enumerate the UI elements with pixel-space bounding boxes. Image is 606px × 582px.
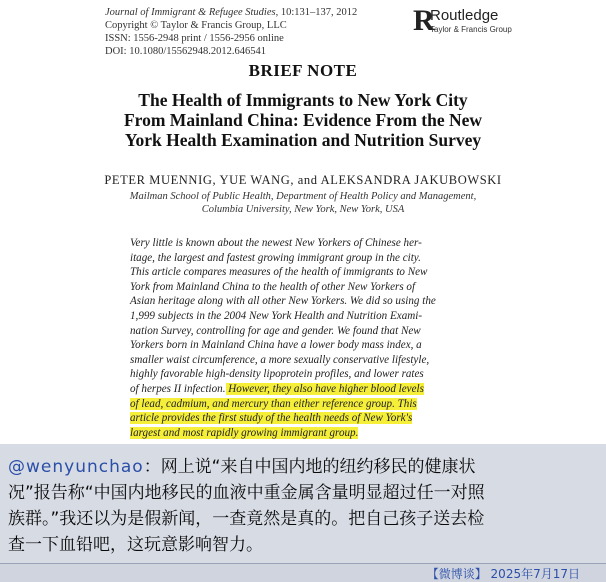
- comment-line: 查一下血铅吧，这玩意影响智力。: [8, 535, 263, 555]
- publisher-subtitle: Taylor & Francis Group: [430, 25, 512, 34]
- section-label: BRIEF NOTE: [248, 61, 358, 80]
- title-line: From Mainland China: Evidence From the New: [123, 110, 483, 130]
- abstract-line: 1,999 subjects in the 2004 New York Health and Nutrition Exami-: [130, 309, 423, 322]
- abstract-line: This article compares measures of the health of immigrants to New: [130, 266, 428, 279]
- affiliation-line: Mailman School of Public Health, Department of Health Policy and Management,: [129, 191, 477, 202]
- highlighted-text: of lead, cadmium, and mercury than either reference group. This: [130, 397, 417, 410]
- title-line: York Health Examination and Nutrition Survey: [124, 130, 482, 150]
- author-affiliation: [0, 190, 606, 216]
- title-line: The Health of Immigrants to New York City: [138, 90, 468, 110]
- journal-issn: ISSN: 1556-2948 print / 1556-2956 online: [105, 33, 284, 44]
- publisher-logo: [413, 4, 523, 39]
- comment-line: 况”报告称“中国内地移民的血液中重金属含量明显超过任一对照: [8, 483, 485, 503]
- abstract-line: smaller waist circumference, a more sexually conservative lifestyle,: [130, 353, 430, 366]
- handle-separator: ：: [143, 457, 161, 477]
- routledge-logo-icon: R: [413, 4, 435, 37]
- highlighted-text: article provides the first study of the health needs of New York's: [130, 412, 413, 425]
- source-footer: [0, 563, 606, 582]
- abstract-line: highly favorable high-density lipoprotein profiles, and lower rates: [130, 368, 424, 381]
- journal-volume-pages: , 10:131–137, 2012: [275, 7, 358, 18]
- comment-line: [8, 454, 600, 480]
- comment-line-text: 网上说“来自中国内地的纽约移民的健康状: [160, 457, 476, 477]
- article-title: [80, 90, 526, 150]
- highlighted-text: However, they also have higher blood levels: [225, 382, 424, 395]
- source-tag: 【微博谈】 2025年7月17日: [426, 567, 580, 581]
- comment-line: 族群。”我还以为是假新闻，一查竟然是真的。把自己孩子送去检: [8, 509, 485, 529]
- abstract-line: Very little is known about the newest New Yorkers of Chinese her-: [130, 237, 422, 249]
- journal-info: [105, 6, 405, 58]
- article-authors: PETER MUENNIG, YUE WANG, and ALEKSANDRA JAKUBOWSKI: [104, 173, 502, 187]
- journal-name: Journal of Immigrant & Refugee Studies: [105, 7, 276, 18]
- comment-text: [8, 454, 600, 558]
- article-abstract: [130, 236, 482, 440]
- publisher-name: Routledge: [430, 7, 499, 24]
- abstract-line: Yorkers born in Mainland China have a lower body mass index, a: [130, 339, 422, 352]
- journal-citation: [105, 6, 405, 19]
- journal-doi: DOI: 10.1080/15562948.2012.646541: [105, 46, 266, 57]
- user-handle: @wenyunchao: [8, 457, 144, 477]
- abstract-line: [130, 382, 482, 397]
- comment-banner: [0, 444, 606, 582]
- abstract-line: York from Mainland China to the health of other New Yorkers of: [130, 280, 416, 293]
- abstract-line: nation Survey, controlling for age and gender. We found that New: [130, 324, 421, 337]
- abstract-line: [130, 426, 482, 441]
- abstract-line: [130, 411, 482, 426]
- journal-copyright: Copyright © Taylor & Francis Group, LLC: [105, 20, 287, 31]
- abstract-line: [130, 397, 482, 412]
- abstract-line: Asian heritage along with all other New Yorkers. We did so using the: [130, 295, 436, 308]
- highlighted-text: largest and most rapidly growing immigrant group.: [130, 426, 359, 439]
- abstract-text: of herpes II infection.: [130, 382, 226, 395]
- affiliation-line: Columbia University, New York, New York, USA: [201, 204, 405, 215]
- abstract-line: itage, the largest and fastest growing immigrant group in the city.: [130, 251, 421, 264]
